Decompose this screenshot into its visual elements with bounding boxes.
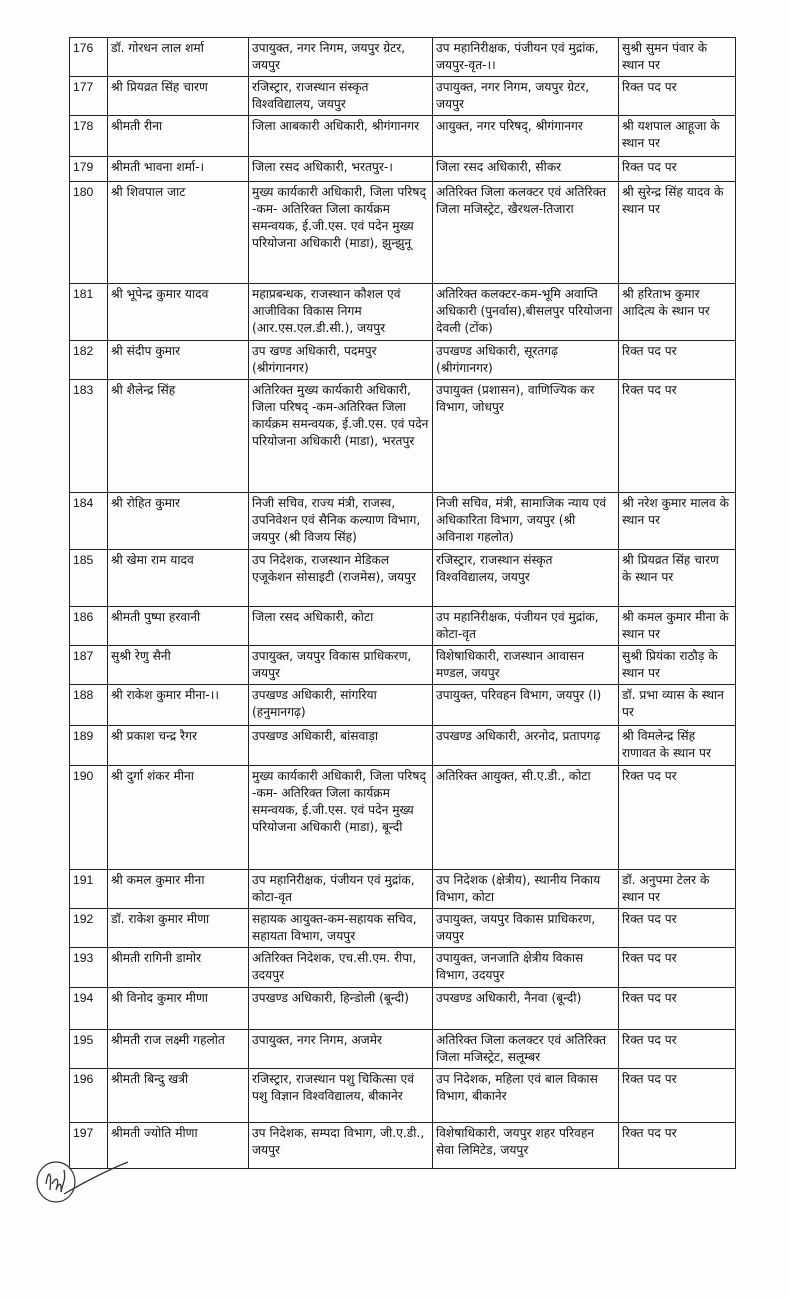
remarks-cell: श्री कमल कुमार मीना के स्थान पर	[619, 607, 736, 646]
serial-number-cell: 179	[70, 157, 108, 182]
officer-name-cell: श्रीमती बिन्दु खत्री	[108, 1069, 249, 1123]
current-post-cell: उपायुक्त, नगर निगम, अजमेर	[249, 1030, 433, 1069]
serial-number-cell: 176	[70, 38, 108, 77]
serial-number-cell: 182	[70, 341, 108, 380]
remarks-cell: रिक्त पद पर	[619, 77, 736, 116]
serial-number-cell: 196	[70, 1069, 108, 1123]
table-row	[70, 988, 736, 1030]
table-row	[70, 493, 736, 550]
new-post-cell: अतिरिक्त आयुक्त, सी.ए.डी., कोटा	[433, 766, 619, 870]
current-post-cell: जिला रसद अधिकारी, भरतपुर-।	[249, 157, 433, 182]
officer-name-cell: श्री शिवपाल जाट	[108, 182, 249, 284]
current-post-cell: जिला रसद अधिकारी, कोटा	[249, 607, 433, 646]
current-post-cell: अतिरिक्त निदेशक, एच.सी.एम. रीपा, उदयपुर	[249, 948, 433, 988]
serial-number-cell: 194	[70, 988, 108, 1030]
table-row	[70, 38, 736, 77]
officer-name-cell: श्री प्रियव्रत सिंह चारण	[108, 77, 249, 116]
officer-name-cell: श्री दुर्गा शंकर मीना	[108, 766, 249, 870]
table-row	[70, 607, 736, 646]
current-post-cell: महाप्रबन्धक, राजस्थान कौशल एवं आजीविका विकास निगम (आर.एस.एल.डी.सी.), जयपुर	[249, 284, 433, 341]
new-post-cell: अतिरिक्त कलक्टर-कम-भूमि अवाप्ति अधिकारी (पुनर्वास),बीसलपुर परियोजना देवली (टोंक)	[433, 284, 619, 341]
table-row	[70, 157, 736, 182]
table-row	[70, 284, 736, 341]
table-row	[70, 380, 736, 493]
remarks-cell: सुश्री प्रियंका राठौड़ के स्थान पर	[619, 646, 736, 685]
table-row	[70, 1069, 736, 1123]
table-row	[70, 909, 736, 948]
officer-name-cell: श्रीमती रागिनी डामोर	[108, 948, 249, 988]
remarks-cell: श्री सुरेन्द्र सिंह यादव के स्थान पर	[619, 182, 736, 284]
new-post-cell: रजिस्ट्रार, राजस्थान संस्कृत विश्वविद्यालय, जयपुर	[433, 550, 619, 607]
serial-number-cell: 177	[70, 77, 108, 116]
officer-name-cell: श्री शैलेन्द्र सिंह	[108, 380, 249, 493]
officer-name-cell: श्री प्रकाश चन्द्र रैगर	[108, 726, 249, 766]
new-post-cell: उपायुक्त (प्रशासन), वाणिज्यिक कर विभाग, जोधपुर	[433, 380, 619, 493]
remarks-cell: श्री हरिताभ कुमार आदित्य के स्थान पर	[619, 284, 736, 341]
officer-name-cell: श्री संदीप कुमार	[108, 341, 249, 380]
remarks-cell: श्री प्रियव्रत सिंह चारण के स्थान पर	[619, 550, 736, 607]
new-post-cell: विशेषाधिकारी, राजस्थान आवासन मण्डल, जयपुर	[433, 646, 619, 685]
serial-number-cell: 189	[70, 726, 108, 766]
officer-name-cell: डॉ. राकेश कुमार मीणा	[108, 909, 249, 948]
current-post-cell: अतिरिक्त मुख्य कार्यकारी अधिकारी, जिला परिषद् -कम-अतिरिक्त जिला कार्यक्रम समन्वयक, ई.जी.एस. एवं पदेन परियोजना अधिकारी (माडा), भरतपुर	[249, 380, 433, 493]
current-post-cell: निजी सचिव, राज्य मंत्री, राजस्व, उपनिवेशन एवं सैनिक कल्याण विभाग, जयपुर (श्री विजय सिंह)	[249, 493, 433, 550]
current-post-cell: उप निदेशक, राजस्थान मेडिकल एजूकेशन सोसाइटी (राजमेस), जयपुर	[249, 550, 433, 607]
remarks-cell: रिक्त पद पर	[619, 341, 736, 380]
remarks-cell: डॉ. अनुपमा टेलर के स्थान पर	[619, 870, 736, 909]
officer-name-cell: श्रीमती पुष्पा हरवानी	[108, 607, 249, 646]
current-post-cell: मुख्य कार्यकारी अधिकारी, जिला परिषद् -कम- अतिरिक्त जिला कार्यक्रम समन्वयक, ई.जी.एस. एवं पदेन मुख्य परियोजना अधिकारी (माडा), बून्दी	[249, 766, 433, 870]
current-post-cell: मुख्य कार्यकारी अधिकारी, जिला परिषद् -कम- अतिरिक्त जिला कार्यक्रम समन्वयक, ई.जी.एस. एवं पदेन मुख्य परियोजना अधिकारी (माडा), झुन्झुनू	[249, 182, 433, 284]
remarks-cell: रिक्त पद पर	[619, 380, 736, 493]
officer-name-cell: श्री भूपेन्द्र कुमार यादव	[108, 284, 249, 341]
current-post-cell: उप महानिरीक्षक, पंजीयन एवं मुद्रांक, कोटा-वृत	[249, 870, 433, 909]
current-post-cell: रजिस्ट्रार, राजस्थान संस्कृत विश्वविद्यालय, जयपुर	[249, 77, 433, 116]
officer-name-cell: सुश्री रेणु सैनी	[108, 646, 249, 685]
current-post-cell: उपखण्ड अधिकारी, सांगरिया (हनुमानगढ़)	[249, 685, 433, 726]
table-row	[70, 182, 736, 284]
table-row	[70, 341, 736, 380]
serial-number-cell: 192	[70, 909, 108, 948]
new-post-cell: उप महानिरीक्षक, पंजीयन एवं मुद्रांक, कोटा-वृत	[433, 607, 619, 646]
remarks-cell: रिक्त पद पर	[619, 988, 736, 1030]
table-row	[70, 646, 736, 685]
current-post-cell: जिला आबकारी अधिकारी, श्रीगंगानगर	[249, 116, 433, 157]
serial-number-cell: 197	[70, 1123, 108, 1169]
current-post-cell: उपखण्ड अधिकारी, बांसवाड़ा	[249, 726, 433, 766]
officer-name-cell: श्रीमती राज लक्ष्मी गहलोत	[108, 1030, 249, 1069]
new-post-cell: उपायुक्त, जयपुर विकास प्राधिकरण, जयपुर	[433, 909, 619, 948]
table-row	[70, 726, 736, 766]
new-post-cell: जिला रसद अधिकारी, सीकर	[433, 157, 619, 182]
table-row	[70, 948, 736, 988]
table-row	[70, 1030, 736, 1069]
remarks-cell: रिक्त पद पर	[619, 1069, 736, 1123]
current-post-cell: उपायुक्त, नगर निगम, जयपुर ग्रेटर, जयपुर	[249, 38, 433, 77]
serial-number-cell: 178	[70, 116, 108, 157]
current-post-cell: रजिस्ट्रार, राजस्थान पशु चिकित्सा एवं पशु विज्ञान विश्वविद्यालय, बीकानेर	[249, 1069, 433, 1123]
remarks-cell: रिक्त पद पर	[619, 948, 736, 988]
remarks-cell: रिक्त पद पर	[619, 766, 736, 870]
new-post-cell: उपखण्ड अधिकारी, नैनवा (बून्दी)	[433, 988, 619, 1030]
table-row	[70, 870, 736, 909]
remarks-cell: श्री विमलेन्द्र सिंह राणावत के स्थान पर	[619, 726, 736, 766]
current-post-cell: उप खण्ड अधिकारी, पदमपुर (श्रीगंगानगर)	[249, 341, 433, 380]
serial-number-cell: 187	[70, 646, 108, 685]
officer-name-cell: डॉ. गोरधन लाल शर्मा	[108, 38, 249, 77]
new-post-cell: अतिरिक्त जिला कलक्टर एवं अतिरिक्त जिला मजिस्ट्रेट, सलूम्बर	[433, 1030, 619, 1069]
serial-number-cell: 186	[70, 607, 108, 646]
new-post-cell: उपायुक्त, जनजाति क्षेत्रीय विकास विभाग, उदयपुर	[433, 948, 619, 988]
officer-name-cell: श्री कमल कुमार मीना	[108, 870, 249, 909]
new-post-cell: उप निदेशक, महिला एवं बाल विकास विभाग, बीकानेर	[433, 1069, 619, 1123]
table-row	[70, 1123, 736, 1169]
officer-name-cell: श्री विनोद कुमार मीणा	[108, 988, 249, 1030]
new-post-cell: उप महानिरीक्षक, पंजीयन एवं मुद्रांक, जयपुर-वृत-।।	[433, 38, 619, 77]
current-post-cell: उप निदेशक, सम्पदा विभाग, जी.ए.डी., जयपुर	[249, 1123, 433, 1169]
table-row	[70, 116, 736, 157]
current-post-cell: उपखण्ड अधिकारी, हिन्डोली (बून्दी)	[249, 988, 433, 1030]
table-row	[70, 685, 736, 726]
remarks-cell: रिक्त पद पर	[619, 1030, 736, 1069]
table-row	[70, 766, 736, 870]
officer-name-cell: श्री खेमा राम यादव	[108, 550, 249, 607]
new-post-cell: अतिरिक्त जिला कलक्टर एवं अतिरिक्त जिला मजिस्ट्रेट, खैरथल-तिजारा	[433, 182, 619, 284]
new-post-cell: उपखण्ड अधिकारी, सूरतगढ़ (श्रीगंगानगर)	[433, 341, 619, 380]
remarks-cell: डॉ. प्रभा व्यास के स्थान पर	[619, 685, 736, 726]
serial-number-cell: 190	[70, 766, 108, 870]
table-row	[70, 550, 736, 607]
officer-name-cell: श्री राकेश कुमार मीना-।।	[108, 685, 249, 726]
transfer-table	[69, 37, 736, 1169]
serial-number-cell: 195	[70, 1030, 108, 1069]
remarks-cell: श्री नरेश कुमार मालव के स्थान पर	[619, 493, 736, 550]
new-post-cell: आयुक्त, नगर परिषद्, श्रीगंगानगर	[433, 116, 619, 157]
serial-number-cell: 180	[70, 182, 108, 284]
new-post-cell: उपखण्ड अधिकारी, अरनोद, प्रतापगढ़	[433, 726, 619, 766]
serial-number-cell: 181	[70, 284, 108, 341]
serial-number-cell: 193	[70, 948, 108, 988]
serial-number-cell: 183	[70, 380, 108, 493]
signature-icon	[28, 1140, 138, 1210]
current-post-cell: उपायुक्त, जयपुर विकास प्राधिकरण, जयपुर	[249, 646, 433, 685]
current-post-cell: सहायक आयुक्त-कम-सहायक सचिव, सहायता विभाग, जयपुर	[249, 909, 433, 948]
serial-number-cell: 188	[70, 685, 108, 726]
new-post-cell: निजी सचिव, मंत्री, सामाजिक न्याय एवं अधिकारिता विभाग, जयपुर (श्री अविनाश गहलोत)	[433, 493, 619, 550]
remarks-cell: रिक्त पद पर	[619, 157, 736, 182]
remarks-cell: सुश्री सुमन पंवार के स्थान पर	[619, 38, 736, 77]
new-post-cell: उपायुक्त, नगर निगम, जयपुर ग्रेटर, जयपुर	[433, 77, 619, 116]
officer-name-cell: श्रीमती ज्योति मीणा	[108, 1123, 249, 1169]
serial-number-cell: 191	[70, 870, 108, 909]
remarks-cell: श्री यशपाल आहूजा के स्थान पर	[619, 116, 736, 157]
remarks-cell: रिक्त पद पर	[619, 909, 736, 948]
officer-name-cell: श्री रोहित कुमार	[108, 493, 249, 550]
table-row	[70, 77, 736, 116]
remarks-cell: रिक्त पद पर	[619, 1123, 736, 1169]
serial-number-cell: 185	[70, 550, 108, 607]
new-post-cell: उप निदेशक (क्षेत्रीय), स्थानीय निकाय विभाग, कोटा	[433, 870, 619, 909]
officer-name-cell: श्रीमती रीना	[108, 116, 249, 157]
new-post-cell: विशेषाधिकारी, जयपुर शहर परिवहन सेवा लिमिटेड, जयपुर	[433, 1123, 619, 1169]
officer-name-cell: श्रीमती भावना शर्मा-।	[108, 157, 249, 182]
new-post-cell: उपायुक्त, परिवहन विभाग, जयपुर (I)	[433, 685, 619, 726]
serial-number-cell: 184	[70, 493, 108, 550]
